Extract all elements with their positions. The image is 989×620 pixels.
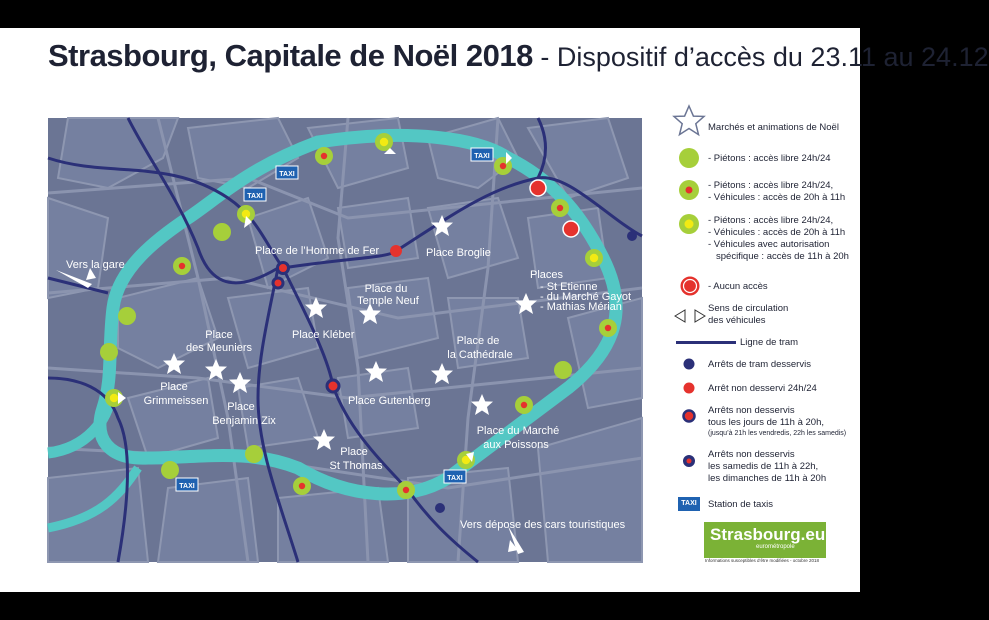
access-point-closed <box>530 180 546 196</box>
legend-served-stops: Arrêts de tram desservis <box>708 359 811 370</box>
legend-nd-daily-1: Arrêts non desservis <box>708 405 795 416</box>
label-kleber: Place Kléber <box>292 329 355 341</box>
label-cathedrale-2: la Cathédrale <box>447 349 513 361</box>
legend-ped-veh-2: - Véhicules : accès de 20h à 11h <box>708 192 846 203</box>
access-point-closed <box>563 221 579 237</box>
taxi-label: TAXI <box>279 171 295 178</box>
taxi-label: TAXI <box>179 483 195 490</box>
label-gutenberg: Place Gutenberg <box>348 395 431 407</box>
label-benjamin-2: Benjamin Zix <box>212 415 276 427</box>
label-grimmeissen-2: Grimmeissen <box>143 395 209 407</box>
tram-stop-nd-weekend <box>278 263 289 274</box>
access-point-pedestrian <box>245 445 263 463</box>
tram-stop-nd-daily <box>327 380 339 392</box>
label-poissons-1: Place du Marché <box>476 425 560 437</box>
legend-authorised-1: - Piétons : accès libre 24h/24, <box>708 215 834 226</box>
no-access-icon <box>679 275 701 297</box>
legend-authorised-3: - Véhicules avec autorisation <box>708 239 830 250</box>
tram-stop-weekend-icon <box>682 454 696 468</box>
legend-taxis: Station de taxis <box>708 499 773 510</box>
access-point-pedestrian-vehicle <box>599 319 617 337</box>
legend-tram-line: Ligne de tram <box>740 337 799 348</box>
label-thomas-2: St Thomas <box>329 460 383 472</box>
taxi-label: TAXI <box>247 193 263 200</box>
legend-ped-veh-1: - Piétons : accès libre 24h/24, <box>708 180 834 191</box>
label-temple-neuf-1: Place du <box>364 283 408 295</box>
access-point-pedestrian-vehicle <box>515 396 533 414</box>
taxi-label: TAXI <box>474 153 490 160</box>
label-meuniers-1: Place <box>205 329 233 341</box>
logo-name: Strasbourg.eu <box>710 525 826 544</box>
access-point-pedestrian <box>100 343 118 361</box>
label-places: Places <box>530 269 564 281</box>
legend-markets: Marchés et animations de Noël <box>708 122 839 133</box>
legend-no-access: - Aucun accès <box>708 281 768 292</box>
label-poissons-2: aux Poissons <box>483 439 549 451</box>
access-point-pedestrian-vehicle <box>293 477 311 495</box>
label-places-2: - du Marché Gayot <box>540 291 632 303</box>
label-places-3: - Mathias Mérian <box>540 301 622 313</box>
star-outline-icon <box>672 105 706 137</box>
access-map <box>48 118 642 562</box>
label-benjamin-1: Place <box>227 401 255 413</box>
label-cars: Vers dépose des cars touristiques <box>460 519 626 531</box>
taxi-icon: TAXI <box>678 497 700 511</box>
legend-authorised-2: - Véhicules : accès de 20h à 11h <box>708 227 846 238</box>
strasbourg-logo <box>704 522 826 558</box>
access-point-pedestrian <box>213 223 231 241</box>
access-point-pedestrian-vehicle <box>397 481 415 499</box>
access-point-pedestrian-vehicle <box>315 147 333 165</box>
access-point-pedestrian-vehicle <box>173 257 191 275</box>
legend-nd-weekend-3: les dimanches de 11h à 20h <box>708 473 827 484</box>
legend-nd-daily-2: tous les jours de 11h à 20h, <box>708 417 825 428</box>
label-homme-de-fer: Place de l’Homme de Fer <box>255 245 380 257</box>
logo-sub: eurométropole <box>756 544 795 550</box>
legend-direction-2: des véhicules <box>708 315 766 326</box>
access-point-pedestrian-vehicle <box>551 199 569 217</box>
label-cathedrale-1: Place de <box>456 335 500 347</box>
taxi-label: TAXI <box>447 475 463 482</box>
label-meuniers-2: des Meuniers <box>185 342 253 354</box>
access-point-pedestrian <box>161 461 179 479</box>
tram-stop-nd-weekend <box>273 278 283 288</box>
legend-authorised-4: spécifique : accès de 11h à 20h <box>716 251 849 262</box>
map-legend <box>668 105 858 585</box>
tram-stop-served-icon <box>683 358 695 370</box>
direction-arrows-icon <box>674 309 706 323</box>
title-main: Strasbourg, Capitale de Noël 2018 <box>48 38 533 73</box>
legend-nd-weekend-1: Arrêts non desservis <box>708 449 795 460</box>
access-point-pedestrian <box>554 361 572 379</box>
bottom-black-bar <box>0 592 860 620</box>
poster-title <box>48 38 989 78</box>
label-places-1: - St Etienne <box>540 281 598 293</box>
green-red-dot-icon <box>678 179 700 201</box>
access-point-pedestrian <box>118 307 136 325</box>
tram-stop-non-served <box>390 245 402 257</box>
label-broglie: Place Broglie <box>426 247 491 259</box>
label-thomas-1: Place <box>340 446 368 458</box>
tram-stop-non-served-icon <box>683 382 695 394</box>
title-sub: - Dispositif d’accès du 23.11 au 24.12 <box>532 42 989 72</box>
green-circle-icon <box>678 147 700 169</box>
label-temple-neuf-2: Temple Neuf <box>357 295 419 307</box>
tram-line-icon <box>676 341 736 345</box>
top-black-bar <box>0 0 860 28</box>
tram-stop-daily-icon <box>682 409 696 423</box>
green-yellow-dot-icon <box>678 213 700 235</box>
tram-stop-served <box>627 231 637 241</box>
tram-stop-served <box>435 503 445 513</box>
legend-pedestrians: - Piétons : accès libre 24h/24 <box>708 153 831 164</box>
access-point-authorised <box>585 249 603 267</box>
legend-nd-daily-3: (jusqu’à 21h les vendredis, 22h les samedis) <box>708 430 847 437</box>
legend-non-served: Arrêt non desservi 24h/24 <box>708 383 817 394</box>
legend-direction-1: Sens de circulation <box>708 303 789 314</box>
footnote: Informations susceptibles d’être modifiées - octobre 2018 <box>705 558 820 563</box>
label-grimmeissen-1: Place <box>160 381 188 393</box>
legend-nd-weekend-2: les samedis de 11h à 22h, <box>708 461 819 472</box>
label-vers-la-gare: Vers la gare <box>66 259 125 271</box>
